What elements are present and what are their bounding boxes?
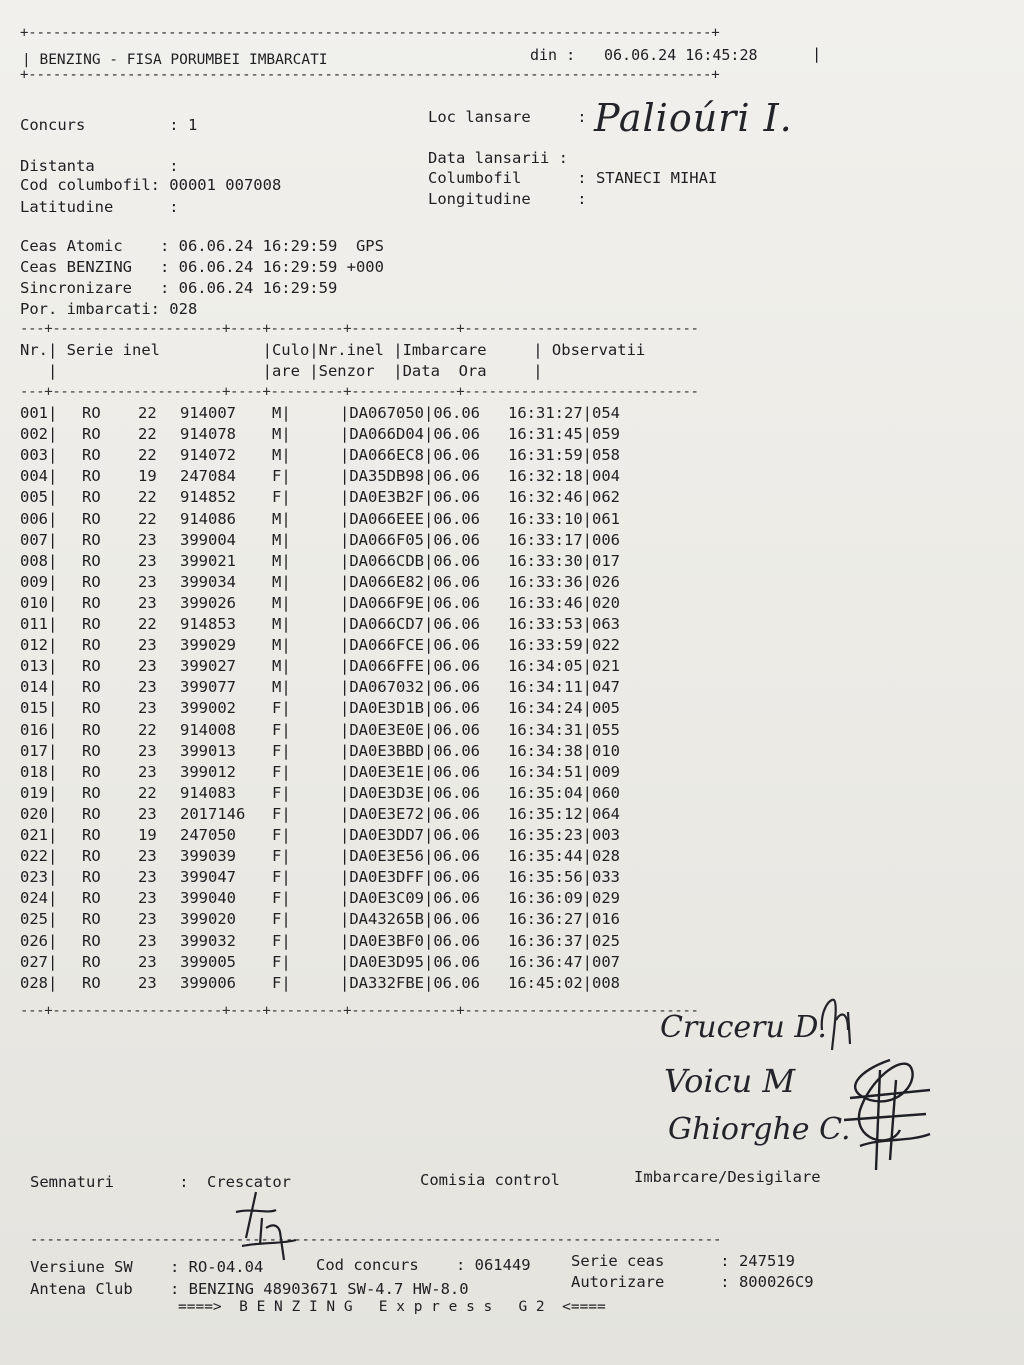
row-ring-number: 399029	[180, 636, 236, 655]
row-year: 23	[138, 572, 157, 591]
row-year: 23	[138, 593, 157, 612]
handwritten-name-1: Cruceru D.	[660, 1010, 827, 1045]
row-ring-number: 399026	[180, 593, 236, 612]
row-ring-number: 914083	[180, 783, 236, 802]
handwritten-name-3: Ghiorghe C.	[668, 1112, 851, 1147]
row-sensor-date: |DA066F05|06.06	[340, 530, 480, 549]
row-ring-number: 247050	[180, 826, 236, 844]
table-row	[0, 742, 660, 763]
row-nr: 017|	[20, 741, 58, 760]
row-time-obs: 16:34:24|005	[508, 699, 620, 718]
row-year: 23	[138, 804, 157, 823]
row-sex: F|	[272, 910, 291, 929]
table-row	[0, 594, 660, 615]
row-country: RO	[82, 762, 101, 781]
row-country: RO	[82, 657, 101, 676]
row-sensor-date: |DA0E3E72|06.06	[340, 804, 480, 823]
row-ring-number: 914072	[180, 446, 236, 465]
row-nr: 008|	[20, 551, 58, 570]
row-country: RO	[82, 973, 101, 992]
ceas-benzing-line: Ceas BENZING : 06.06.24 16:29:59 +000	[20, 258, 384, 276]
row-country: RO	[82, 910, 101, 929]
row-time-obs: 16:36:37|025	[508, 931, 620, 950]
row-sex: M|	[272, 530, 291, 549]
row-time-obs: 16:31:59|058	[508, 446, 620, 465]
distanta-line: Distanta :	[20, 157, 179, 175]
row-sensor-date: |DA0E3E0E|06.06	[340, 720, 480, 739]
row-time-obs: 16:31:27|054	[508, 404, 620, 422]
row-time-obs: 16:32:18|004	[508, 467, 620, 486]
ceas-atomic-line: Ceas Atomic : 06.06.24 16:29:59 GPS	[20, 237, 384, 255]
row-sensor-date: |DA066E82|06.06	[340, 572, 480, 591]
row-nr: 018|	[20, 762, 58, 781]
row-country: RO	[82, 467, 101, 486]
row-sex: M|	[272, 593, 291, 612]
versiune-sw-line: Versiune SW : RO-04.04	[30, 1258, 264, 1276]
row-sensor-date: |DA0E3E1E|06.06	[340, 762, 480, 781]
row-country: RO	[82, 488, 101, 507]
table-row	[0, 404, 660, 425]
row-ring-number: 399004	[180, 530, 236, 549]
imbarcare-desigilare-label: Imbarcare/Desigilare	[634, 1168, 821, 1186]
row-nr: 023|	[20, 868, 58, 887]
table-row	[0, 678, 660, 699]
header-bottom-rule: +-----------------------------------------------------------------------------------+	[20, 67, 720, 83]
row-nr: 013|	[20, 657, 58, 676]
row-nr: 026|	[20, 931, 58, 950]
row-time-obs: 16:33:17|006	[508, 530, 620, 549]
row-year: 22	[138, 720, 157, 739]
header-datetime: 06.06.24 16:45:28	[604, 46, 758, 64]
row-ring-number: 399040	[180, 889, 236, 908]
table-row	[0, 446, 660, 467]
table-row	[0, 699, 660, 720]
row-year: 23	[138, 868, 157, 887]
row-nr: 012|	[20, 636, 58, 655]
row-sensor-date: |DA0E3DD7|06.06	[340, 826, 480, 844]
row-ring-number: 399013	[180, 741, 236, 760]
row-ring-number: 399047	[180, 868, 236, 887]
row-sex: M|	[272, 636, 291, 655]
row-year: 23	[138, 931, 157, 950]
comisia-control-label: Comisia control	[420, 1171, 560, 1189]
row-year: 23	[138, 847, 157, 866]
data-lansarii-line: Data lansarii :	[428, 149, 568, 167]
row-sensor-date: |DA067050|06.06	[340, 404, 480, 422]
row-ring-number: 399006	[180, 973, 236, 992]
row-year: 23	[138, 910, 157, 929]
row-year: 19	[138, 826, 157, 844]
row-sensor-date: |DA066FCE|06.06	[340, 636, 480, 655]
row-sensor-date: |DA066CDB|06.06	[340, 551, 480, 570]
row-nr: 025|	[20, 910, 58, 929]
row-sex: M|	[272, 572, 291, 591]
row-sensor-date: |DA0E3D1B|06.06	[340, 699, 480, 718]
row-time-obs: 16:33:36|026	[508, 572, 620, 591]
row-ring-number: 914852	[180, 488, 236, 507]
row-year: 23	[138, 678, 157, 697]
row-nr: 020|	[20, 804, 58, 823]
row-year: 23	[138, 551, 157, 570]
row-country: RO	[82, 804, 101, 823]
row-ring-number: 399002	[180, 699, 236, 718]
row-ring-number: 2017146	[180, 804, 246, 823]
row-nr: 007|	[20, 530, 58, 549]
row-time-obs: 16:31:45|059	[508, 425, 620, 444]
table-row	[0, 721, 660, 742]
table-rule-bottom: ---+---------------------+----+---------+-------------+-----------------------------	[20, 1003, 699, 1019]
row-year: 23	[138, 952, 157, 971]
row-sex: M|	[272, 657, 291, 676]
row-country: RO	[82, 530, 101, 549]
row-year: 22	[138, 404, 157, 422]
row-country: RO	[82, 572, 101, 591]
semnaturi-label: Semnaturi :	[30, 1173, 189, 1191]
cod-concurs-line: Cod concurs : 061449	[316, 1256, 531, 1274]
row-sensor-date: |DA066CD7|06.06	[340, 615, 480, 633]
row-year: 19	[138, 467, 157, 486]
table-row	[0, 805, 660, 826]
row-ring-number: 914078	[180, 425, 236, 444]
row-country: RO	[82, 699, 101, 718]
row-nr: 002|	[20, 425, 58, 444]
row-time-obs: 16:35:56|033	[508, 868, 620, 887]
table-row	[0, 763, 660, 784]
row-nr: 005|	[20, 488, 58, 507]
row-nr: 028|	[20, 973, 58, 992]
row-sex: F|	[272, 467, 291, 486]
row-time-obs: 16:36:09|029	[508, 889, 620, 908]
loc-lansare-handwritten: Palioúri I.	[594, 96, 793, 140]
row-time-obs: 16:34:11|047	[508, 678, 620, 697]
row-sensor-date: |DA35DB98|06.06	[340, 467, 480, 486]
table-row	[0, 868, 660, 889]
row-time-obs: 16:33:53|063	[508, 615, 620, 633]
crescator-signature	[232, 1188, 302, 1268]
autorizare-line: Autorizare : 800026C9	[571, 1273, 814, 1291]
header-din-label: din :	[530, 46, 576, 64]
row-sex: F|	[272, 783, 291, 802]
row-year: 22	[138, 446, 157, 465]
row-year: 23	[138, 657, 157, 676]
row-sex: M|	[272, 446, 291, 465]
row-ring-number: 399027	[180, 657, 236, 676]
row-sex: M|	[272, 509, 291, 528]
row-country: RO	[82, 425, 101, 444]
row-sex: F|	[272, 847, 291, 866]
row-time-obs: 16:35:44|028	[508, 847, 620, 866]
table-body	[0, 404, 700, 1004]
table-row	[0, 573, 660, 594]
row-country: RO	[82, 678, 101, 697]
row-ring-number: 914007	[180, 404, 236, 422]
table-row	[0, 488, 660, 509]
row-time-obs: 16:34:51|009	[508, 762, 620, 781]
row-nr: 001|	[20, 404, 58, 422]
row-country: RO	[82, 404, 101, 422]
header-title: | BENZING - FISA PORUMBEI IMBARCATI	[22, 52, 328, 68]
row-sensor-date: |DA43265B|06.06	[340, 910, 480, 929]
row-sensor-date: |DA0E3C09|06.06	[340, 889, 480, 908]
por-imbarcati-line: Por. imbarcati: 028	[20, 300, 198, 318]
concurs-line: Concurs : 1	[20, 116, 198, 134]
row-sensor-date: |DA0E3D3E|06.06	[340, 783, 480, 802]
longitudine-line: Longitudine :	[428, 190, 587, 208]
table-row	[0, 657, 660, 678]
row-ring-number: 399020	[180, 910, 236, 929]
row-year: 22	[138, 783, 157, 802]
row-nr: 009|	[20, 572, 58, 591]
row-nr: 016|	[20, 720, 58, 739]
row-time-obs: 16:34:05|021	[508, 657, 620, 676]
row-country: RO	[82, 741, 101, 760]
row-ring-number: 399012	[180, 762, 236, 781]
row-country: RO	[82, 593, 101, 612]
row-time-obs: 16:36:47|007	[508, 952, 620, 971]
row-nr: 021|	[20, 826, 58, 844]
row-sensor-date: |DA332FBE|06.06	[340, 973, 480, 992]
cod-columbofil-line: Cod columbofil: 00001 007008	[20, 176, 282, 194]
row-sensor-date: |DA0E3DFF|06.06	[340, 868, 480, 887]
row-sex: M|	[272, 551, 291, 570]
row-time-obs: 16:33:59|022	[508, 636, 620, 655]
loc-lansare-label: Loc lansare :	[428, 108, 587, 126]
row-country: RO	[82, 551, 101, 570]
sincronizare-line: Sincronizare : 06.06.24 16:29:59	[20, 279, 338, 297]
row-sensor-date: |DA0E3E56|06.06	[340, 847, 480, 866]
row-time-obs: 16:35:04|060	[508, 783, 620, 802]
table-rule-mid: ---+---------------------+----+---------+-------------+-----------------------------	[20, 384, 699, 400]
row-nr: 014|	[20, 678, 58, 697]
row-country: RO	[82, 720, 101, 739]
row-ring-number: 247084	[180, 467, 236, 486]
row-year: 23	[138, 741, 157, 760]
footer-rule: ------------------------------------------------------------------------------------	[30, 1232, 722, 1248]
table-header-row-1: Nr.| Serie inel |Culo|Nr.inel |Imbarcare | Observatii	[20, 341, 646, 359]
row-ring-number: 914086	[180, 509, 236, 528]
row-country: RO	[82, 783, 101, 802]
row-nr: 019|	[20, 783, 58, 802]
row-ring-number: 399005	[180, 952, 236, 971]
row-sensor-date: |DA0E3D95|06.06	[340, 952, 480, 971]
table-row	[0, 910, 660, 931]
row-nr: 027|	[20, 952, 58, 971]
row-ring-number: 399021	[180, 551, 236, 570]
row-sex: F|	[272, 488, 291, 507]
table-row	[0, 467, 660, 488]
row-nr: 003|	[20, 446, 58, 465]
table-row	[0, 636, 660, 657]
row-sex: F|	[272, 952, 291, 971]
row-year: 23	[138, 530, 157, 549]
row-country: RO	[82, 889, 101, 908]
header-right-bar: |	[812, 45, 822, 63]
row-sensor-date: |DA067032|06.06	[340, 678, 480, 697]
row-sensor-date: |DA066EC8|06.06	[340, 446, 480, 465]
row-ring-number: 914853	[180, 615, 236, 633]
row-nr: 010|	[20, 593, 58, 612]
benzing-express-banner: ====> B E N Z I N G E x p r e s s G 2 <====	[178, 1299, 606, 1315]
row-sex: F|	[272, 804, 291, 823]
row-ring-number: 399032	[180, 931, 236, 950]
table-row	[0, 889, 660, 910]
row-country: RO	[82, 847, 101, 866]
row-country: RO	[82, 446, 101, 465]
row-sensor-date: |DA066F9E|06.06	[340, 593, 480, 612]
table-header-row-2: | |are |Senzor |Data Ora |	[20, 362, 543, 380]
row-country: RO	[82, 952, 101, 971]
table-rule-top: ---+---------------------+----+---------+-------------+-----------------------------	[20, 321, 699, 337]
table-row	[0, 425, 660, 446]
columbofil-line: Columbofil : STANECI MIHAI	[428, 169, 718, 187]
row-time-obs: 16:34:38|010	[508, 741, 620, 760]
row-year: 22	[138, 488, 157, 507]
row-year: 23	[138, 762, 157, 781]
row-time-obs: 16:35:12|064	[508, 804, 620, 823]
row-nr: 011|	[20, 615, 58, 633]
row-time-obs: 16:33:10|061	[508, 509, 620, 528]
table-row	[0, 510, 660, 531]
row-sensor-date: |DA0E3B2F|06.06	[340, 488, 480, 507]
table-row	[0, 974, 660, 995]
table-row	[0, 552, 660, 573]
row-time-obs: 16:32:46|062	[508, 488, 620, 507]
row-country: RO	[82, 636, 101, 655]
row-sex: M|	[272, 404, 291, 422]
table-row	[0, 615, 660, 636]
row-sex: F|	[272, 868, 291, 887]
serie-ceas-line: Serie ceas : 247519	[571, 1252, 795, 1270]
row-year: 22	[138, 425, 157, 444]
table-row	[0, 784, 660, 805]
row-ring-number: 399077	[180, 678, 236, 697]
row-sex: F|	[272, 699, 291, 718]
row-sex: F|	[272, 973, 291, 992]
row-ring-number: 399034	[180, 572, 236, 591]
row-sex: F|	[272, 826, 291, 844]
row-nr: 022|	[20, 847, 58, 866]
row-year: 22	[138, 509, 157, 528]
row-year: 23	[138, 699, 157, 718]
row-country: RO	[82, 509, 101, 528]
row-sensor-date: |DA0E3BF0|06.06	[340, 931, 480, 950]
row-time-obs: 16:33:46|020	[508, 593, 620, 612]
row-sex: F|	[272, 762, 291, 781]
row-sensor-date: |DA0E3BBD|06.06	[340, 741, 480, 760]
row-sensor-date: |DA066D04|06.06	[340, 425, 480, 444]
crescator-label: Crescator	[207, 1173, 291, 1191]
row-nr: 024|	[20, 889, 58, 908]
row-country: RO	[82, 931, 101, 950]
table-row	[0, 847, 660, 868]
row-time-obs: 16:45:02|008	[508, 973, 620, 992]
row-sex: M|	[272, 615, 291, 633]
table-row	[0, 826, 660, 847]
row-time-obs: 16:34:31|055	[508, 720, 620, 739]
latitudine-line: Latitudine :	[20, 198, 179, 216]
row-sex: F|	[272, 889, 291, 908]
row-time-obs: 16:35:23|003	[508, 826, 620, 844]
table-row	[0, 531, 660, 552]
row-ring-number: 399039	[180, 847, 236, 866]
row-sex: F|	[272, 720, 291, 739]
row-time-obs: 16:33:30|017	[508, 551, 620, 570]
row-ring-number: 914008	[180, 720, 236, 739]
row-year: 23	[138, 636, 157, 655]
row-sex: M|	[272, 678, 291, 697]
table-row	[0, 932, 660, 953]
row-sensor-date: |DA066EEE|06.06	[340, 509, 480, 528]
signature-scribble-2	[830, 1050, 940, 1180]
row-time-obs: 16:36:27|016	[508, 910, 620, 929]
row-sex: F|	[272, 931, 291, 950]
row-country: RO	[82, 868, 101, 887]
row-year: 23	[138, 889, 157, 908]
table-row	[0, 953, 660, 974]
row-country: RO	[82, 826, 101, 844]
header-top-rule: +-----------------------------------------------------------------------------------+	[20, 25, 720, 41]
row-sex: F|	[272, 741, 291, 760]
row-nr: 015|	[20, 699, 58, 718]
row-year: 23	[138, 973, 157, 992]
row-sensor-date: |DA066FFE|06.06	[340, 657, 480, 676]
antena-club-line: Antena Club : BENZING 48903671 SW-4.7 HW-8.0	[30, 1280, 469, 1298]
row-sex: M|	[272, 425, 291, 444]
row-year: 22	[138, 615, 157, 633]
row-nr: 004|	[20, 467, 58, 486]
row-country: RO	[82, 615, 101, 633]
row-nr: 006|	[20, 509, 58, 528]
handwritten-name-2: Voicu M	[664, 1062, 796, 1100]
